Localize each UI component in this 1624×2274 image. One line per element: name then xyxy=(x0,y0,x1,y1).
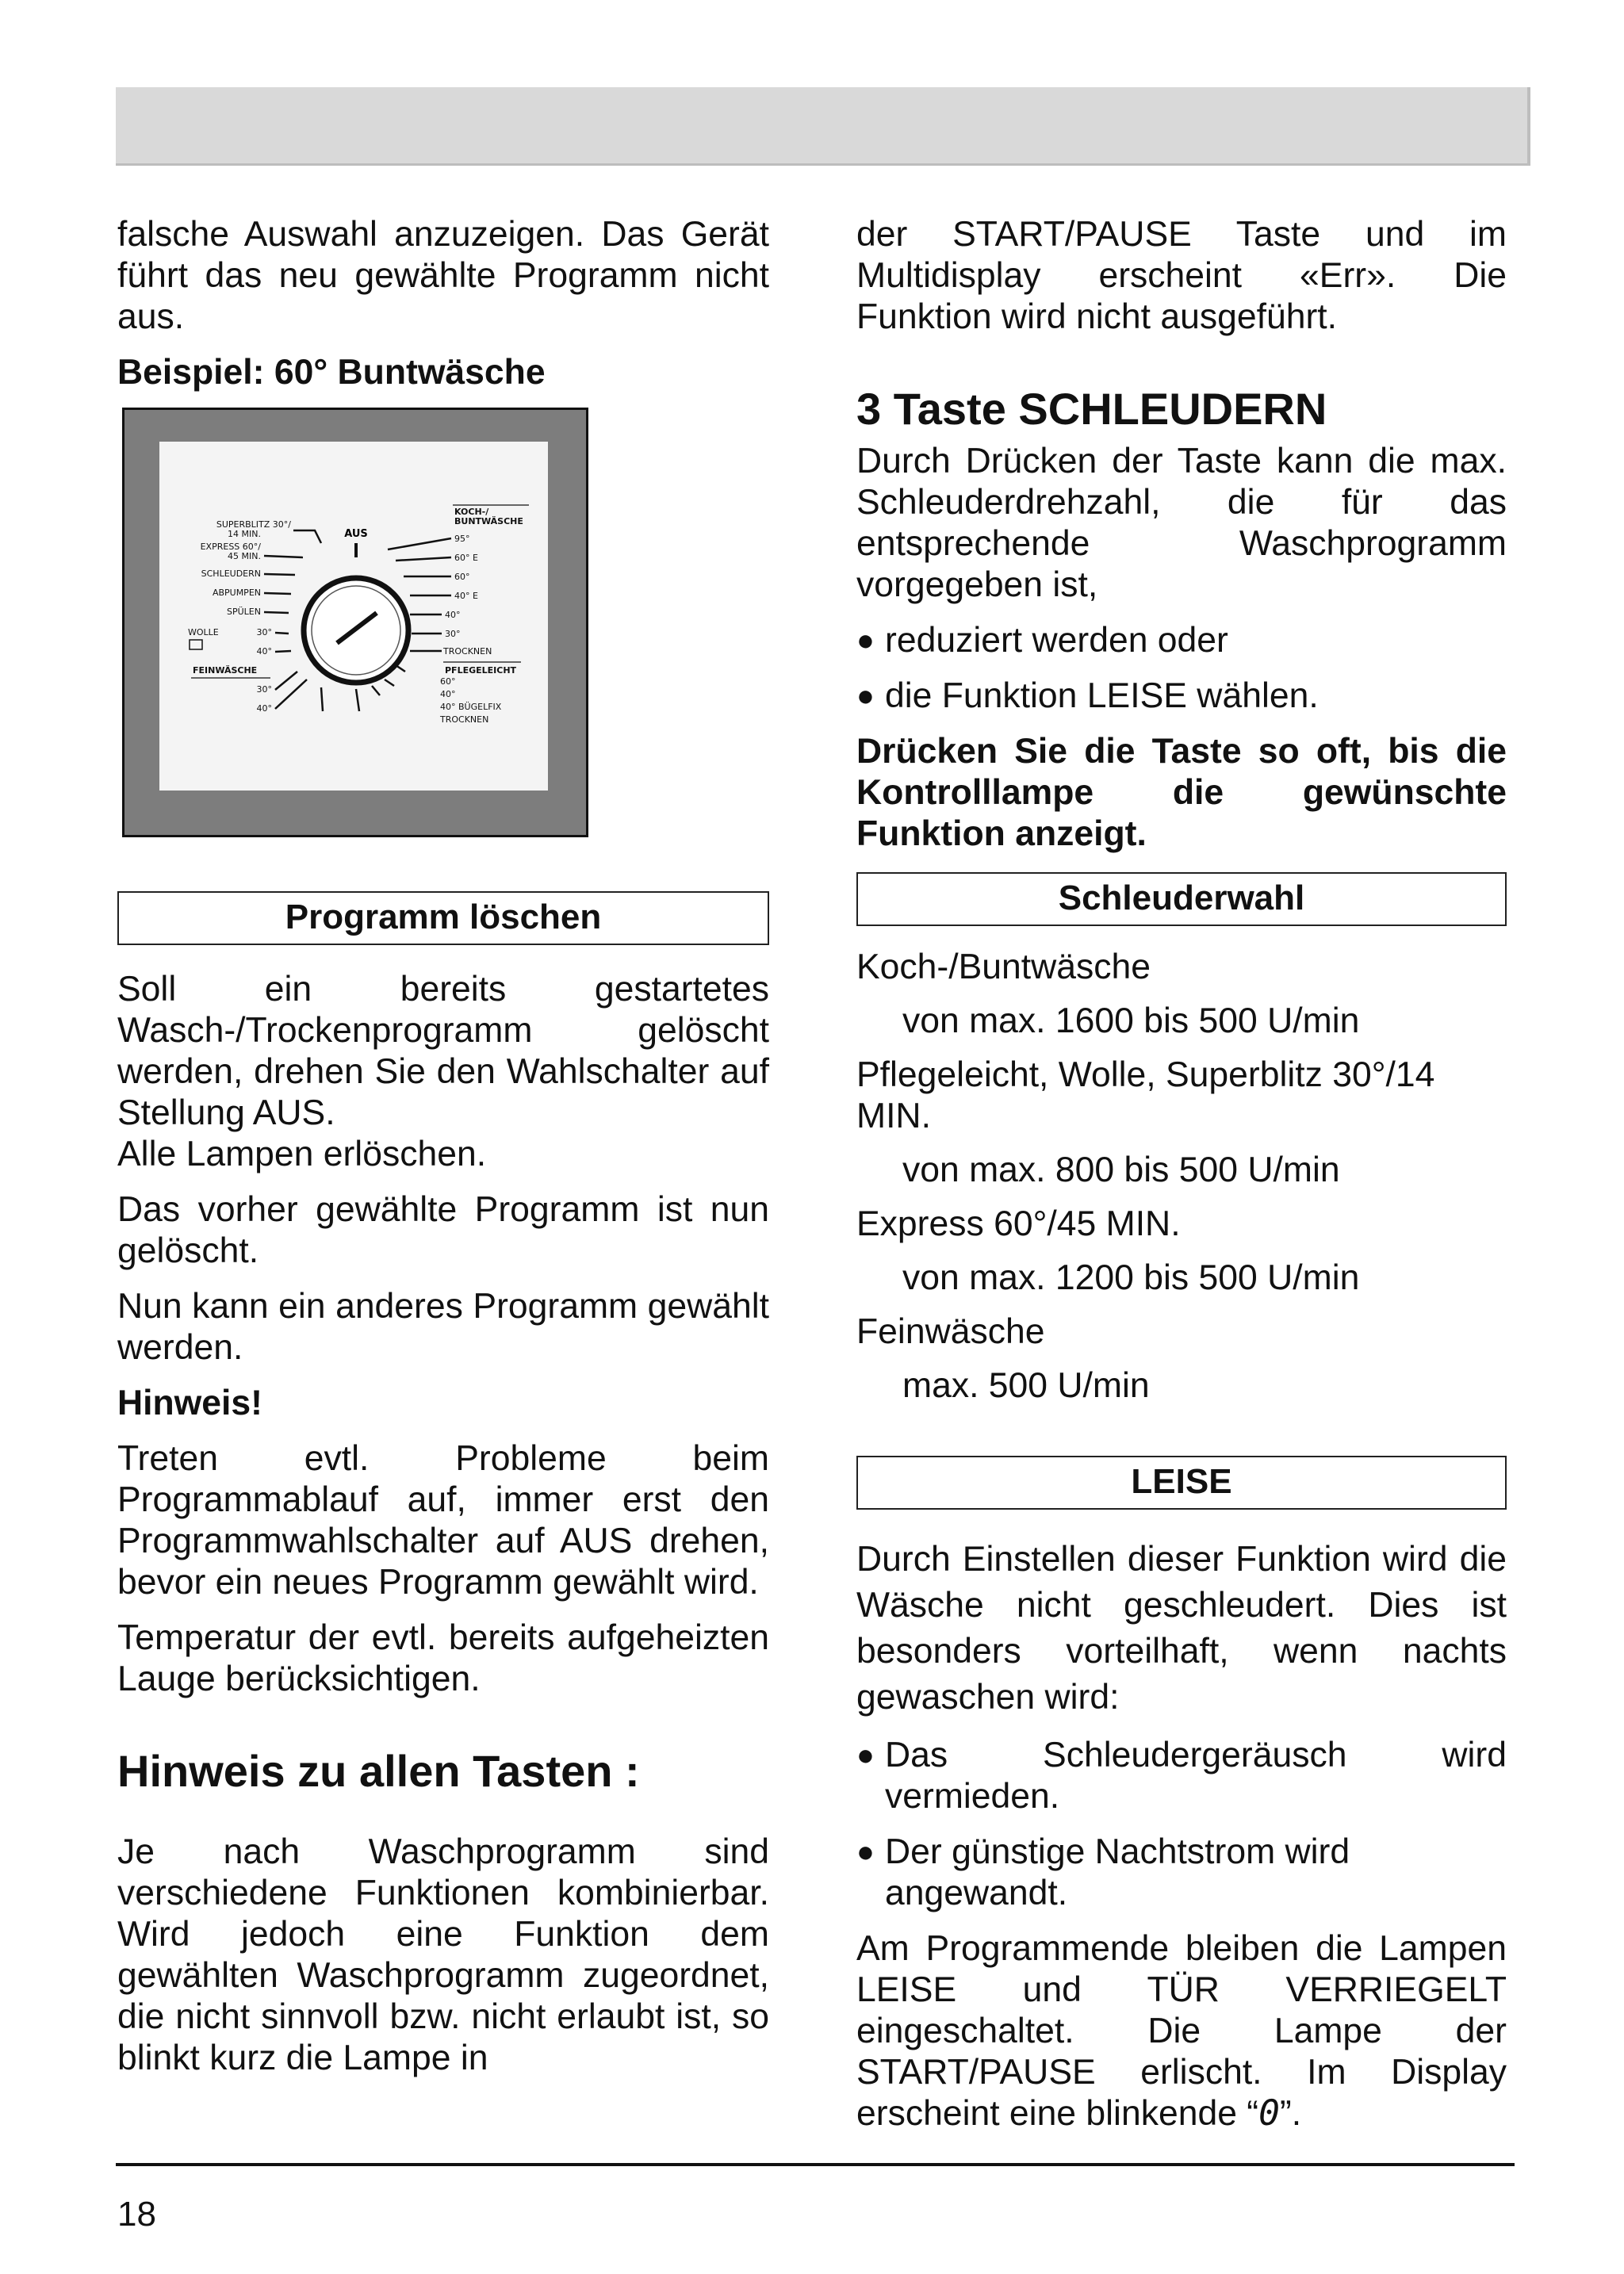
paragraph: falsche Auswahl anzuzeigen. Das Gerät führt das neu gewählte Programm nicht aus. xyxy=(117,215,769,336)
dial-label: 40° xyxy=(256,703,272,714)
dial-label: 40° xyxy=(445,610,461,620)
dial-label: WOLLE xyxy=(188,627,219,637)
speed-range: max. 500 U/min xyxy=(902,1366,1150,1405)
dial-label: TROCKNEN xyxy=(443,646,492,657)
bullet-item xyxy=(856,1832,1507,1914)
dial-label: BUNTWÄSCHE xyxy=(454,516,523,526)
dial-label: 30° xyxy=(445,629,461,639)
hint-label: Hinweis! xyxy=(117,1384,262,1422)
paragraph: Temperatur der evtl. bereits aufgeheizten Lauge berücksichtigen. xyxy=(117,1618,769,1698)
dial-label: EXPRESS 60°/ xyxy=(200,542,261,552)
dial-label: 30° xyxy=(256,627,272,637)
paragraph-text: ”. xyxy=(1279,2094,1302,2133)
speed-program: Pflegeleicht, Wolle, Superblitz 30°/14 MIN. xyxy=(856,1055,1435,1135)
left-column xyxy=(117,214,769,2093)
bullet-text: reduziert werden oder xyxy=(885,621,1228,660)
dial-label: 95° xyxy=(454,534,470,544)
paragraph: der START/PAUSE Taste und im Multidisplay erscheint «Err». Die Funktion wird nicht ausgeführt. xyxy=(856,215,1507,336)
wool-symbol-icon xyxy=(190,640,202,649)
dial-label: 60° xyxy=(440,676,456,687)
dial-label: FEINWÄSCHE xyxy=(193,665,258,676)
bullet-text: Der günstige Nachtstrom wird angewandt. xyxy=(885,1832,1350,1912)
display-glyph: 0 xyxy=(1258,2093,1280,2134)
bullet-item xyxy=(856,620,1507,661)
bullet-icon: ● xyxy=(856,1836,875,1869)
section-box-leise: LEISE xyxy=(856,1456,1507,1510)
paragraph: Soll ein bereits gestartetes Wasch-/Trockenprogramm gelöscht werden, drehen Sie den Wahlschalter auf Stellung AUS. xyxy=(117,970,769,1132)
speed-range: von max. 1200 bis 500 U/min xyxy=(902,1258,1360,1297)
section-heading: Hinweis zu allen Tasten : xyxy=(117,1746,640,1796)
dial-label: 40° E xyxy=(454,591,478,601)
dial-label: 45 MIN. xyxy=(228,551,261,561)
paragraph: Treten evtl. Probleme beim Programmablauf auf, immer erst den Programmwahlschalter auf AUS drehen, bevor ein neues Programm gewählt wird. xyxy=(117,1439,769,1602)
dial-label: 40° xyxy=(440,689,456,699)
dial-label: SPÜLEN xyxy=(227,607,261,617)
dial-label: 60° xyxy=(454,572,470,582)
dial-label: PFLEGELEICHT xyxy=(445,665,517,676)
paragraph-text: Am Programmende bleiben die Lampen LEISE und TÜR VERRIEGELT eingeschaltet. Die Lampe der START/PAUSE erlischt. Im Display erscheint eine blinkende “ xyxy=(856,1929,1507,2133)
dial-label: SCHLEUDERN xyxy=(201,568,261,579)
paragraph: Nun kann ein anderes Programm gewählt werden. xyxy=(117,1287,769,1367)
dial-label: SUPERBLITZ 30°/ xyxy=(216,519,291,530)
paragraph: Je nach Waschprogramm sind verschiedene Funktionen kombinierbar. Wird jedoch eine Funktion dem gewählten Waschprogramm zugeordnet, die nicht sinnvoll bzw. nicht erlaubt ist, so blinkt kurz die Lampe in xyxy=(117,1832,769,2077)
dial-label: 14 MIN. xyxy=(228,529,261,539)
dial-label: 40° BÜGELFIX xyxy=(440,702,502,712)
paragraph: Das vorher gewählte Programm ist nun gelöscht. xyxy=(117,1190,769,1270)
bullet-text: Das Schleudergeräusch wird vermieden. xyxy=(885,1736,1507,1816)
header-bar xyxy=(116,87,1530,166)
dial-label: 40° xyxy=(256,646,272,657)
footer-rule xyxy=(116,2163,1515,2166)
speed-program: Feinwäsche xyxy=(856,1312,1045,1351)
section-box-schleuderwahl: Schleuderwahl xyxy=(856,872,1507,926)
section-heading: 3 Taste SCHLEUDERN xyxy=(856,384,1327,434)
section-box-programm-loeschen: Programm löschen xyxy=(117,891,769,945)
bullet-icon: ● xyxy=(856,1739,875,1772)
dial-label: KOCH-/ xyxy=(454,507,489,517)
example-label: Beispiel: 60° Buntwäsche xyxy=(117,353,546,392)
bullet-icon: ● xyxy=(856,624,875,657)
paragraph: Alle Lampen erlöschen. xyxy=(117,1135,487,1173)
speed-program: Express 60°/45 MIN. xyxy=(856,1204,1181,1243)
speed-range: von max. 800 bis 500 U/min xyxy=(902,1150,1340,1189)
speed-range: von max. 1600 bis 500 U/min xyxy=(902,1001,1360,1040)
dial-label: 60° E xyxy=(454,553,478,563)
program-dial-figure xyxy=(122,408,588,837)
dial-label-aus: AUS xyxy=(344,528,368,540)
paragraph xyxy=(856,1928,1507,2134)
paragraph: Durch Einstellen dieser Funktion wird die Wäsche nicht geschleudert. Dies ist besonders vorteilhaft, wenn nachts gewaschen wird: xyxy=(856,1540,1507,1717)
program-dial-svg xyxy=(124,410,586,835)
dial-label: 30° xyxy=(256,684,272,695)
bold-instruction: Drücken Sie die Taste so oft, bis die Kontrolllampe die gewünschte Funktion anzeigt. xyxy=(856,732,1507,853)
paragraph: Durch Drücken der Taste kann die max. Schleuderdrehzahl, die für das entsprechende Waschprogramm vorgegeben ist, xyxy=(856,442,1507,604)
dial-label: TROCKNEN xyxy=(440,714,489,725)
bullet-text: die Funktion LEISE wählen. xyxy=(885,676,1319,715)
page-number: 18 xyxy=(117,2195,156,2234)
speed-program: Koch-/Buntwäsche xyxy=(856,948,1151,986)
right-column xyxy=(856,214,1507,2149)
bullet-item xyxy=(856,1735,1507,1817)
dial-label: ABPUMPEN xyxy=(212,588,261,598)
bullet-icon: ● xyxy=(856,680,875,713)
bullet-item xyxy=(856,676,1507,717)
